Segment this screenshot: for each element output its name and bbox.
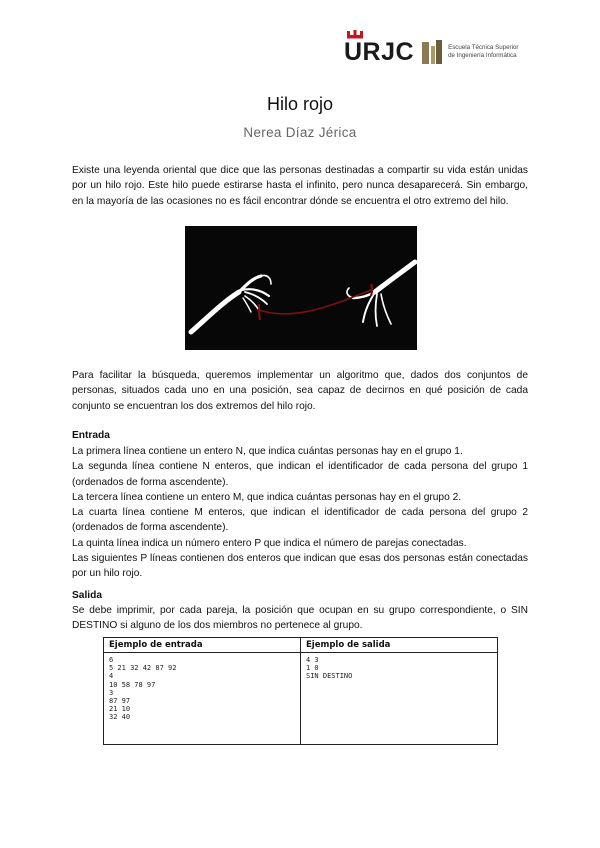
input-line: La segunda línea contiene N enteros, que indican el identificador de cada persona del grupo 1 (ordenados de forma ascendente).	[72, 461, 528, 488]
example-input-column	[104, 638, 300, 744]
example-input-line: 87 97	[109, 697, 131, 706]
example-input-line: 10 58 78 97	[109, 680, 156, 689]
example-input-line: 6	[109, 656, 114, 664]
author-name: Nerea Díaz Jérica	[243, 125, 357, 140]
output-text: Se debe imprimir, por cada pareja, la posición que ocupan en su grupo correspondiente, o SIN DESTINO si alguno de los dos miembros no pertenece al grupo.	[72, 605, 528, 632]
page-title: Hilo rojo	[266, 94, 334, 114]
logo-wordmark	[344, 37, 415, 66]
input-line: La quinta línea indica un número entero P que indica el número de parejas conectadas.	[72, 537, 467, 549]
red-thread-line	[259, 290, 371, 314]
input-line: La primera línea contiene un entero N, que indica cuántas personas hay en el grupo 1.	[72, 446, 463, 457]
input-line: La cuarta línea contiene M enteros, que indican el identificador de cada persona del grupo 2 (ordenados de forma ascendente).	[72, 507, 528, 534]
school-name: Escuela Técnica Superior de Ingeniería Informática	[448, 44, 519, 59]
input-line: Las siguientes P líneas contienen dos enteros que indican que esas dos personas están conectadas por un hilo rojo.	[72, 553, 528, 580]
input-heading: Entrada	[72, 430, 110, 441]
example-output-column	[300, 638, 497, 744]
crown-icon	[346, 30, 364, 39]
left-hand-shape	[191, 275, 271, 332]
example-input-line: 21 10	[109, 705, 131, 714]
urjc-logo	[344, 34, 518, 70]
example-output-line: 1 0	[306, 664, 319, 673]
example-input-line: 32 40	[109, 713, 131, 722]
output-description	[72, 603, 528, 634]
example-output-heading: Ejemplo de salida	[301, 638, 497, 653]
example-input-line: 5 21 32 42 87 92	[109, 664, 177, 673]
example-input-line: 4	[109, 672, 114, 681]
example-output-line: 4 3	[306, 656, 319, 664]
example-input-line: 3	[109, 688, 114, 697]
right-hand-shape	[347, 262, 415, 326]
goal-paragraph: Para facilitar la búsqueda, queremos implementar un algoritmo que, dados dos conjuntos de personas, situados cada uno en una posición, sea capaz de decirnos en qué posición de cada conjunto se encuentran los dos extremos del hilo rojo.	[72, 370, 528, 412]
intro-paragraph: Existe una leyenda oriental que dice que las personas destinadas a compartir su vida están unidas por un hilo rojo. Este hilo puede estirarse hasta el infinito, pero nunca desaparecerá. Sin embargo, en la mayoría de las ocasiones no es fácil encontrar dónde se encuentra el otro extremo del hilo.	[72, 165, 528, 207]
red-thread-photo	[185, 226, 417, 350]
hands-illustration	[185, 226, 417, 350]
school-emblem-icon	[422, 40, 442, 64]
input-line: La tercera línea contiene un entero M, que indica cuántas personas hay en el grupo 2.	[72, 491, 462, 503]
example-output-line: SIN DESTINO	[306, 672, 353, 681]
input-description	[72, 444, 528, 582]
examples-table	[103, 637, 498, 745]
output-heading: Salida	[72, 590, 103, 601]
logo-text: URJC	[344, 37, 415, 66]
example-input-heading: Ejemplo de entrada	[104, 638, 300, 653]
